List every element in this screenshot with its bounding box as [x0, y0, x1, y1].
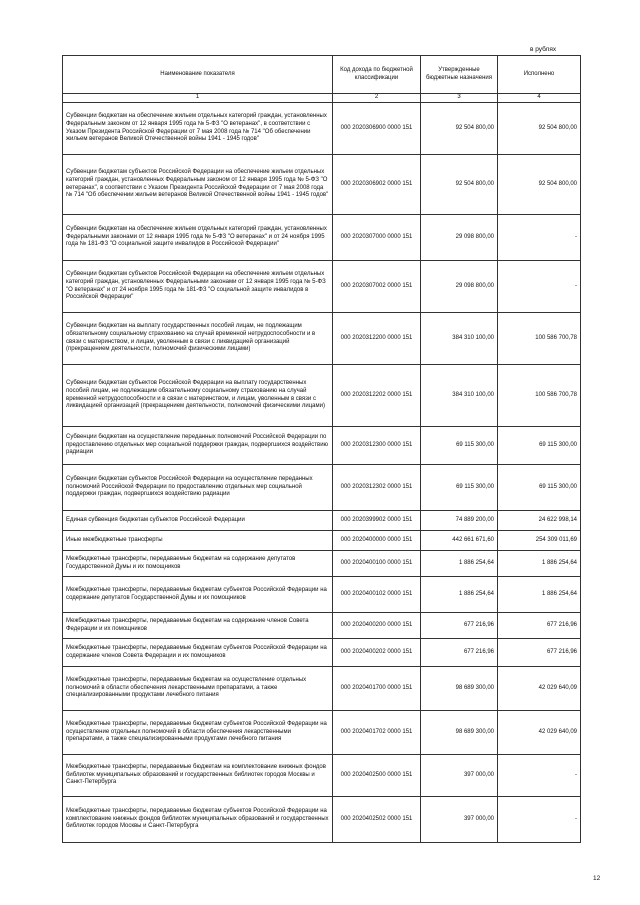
row-approved: 384 310 100,00 [421, 365, 498, 427]
row-approved: 69 115 300,00 [421, 465, 498, 511]
row-code: 000 2020400000 0000 151 [333, 531, 421, 551]
row-executed: 69 115 300,00 [498, 465, 581, 511]
row-executed: 1 886 254,64 [498, 551, 581, 577]
row-name: Межбюджетные трансферты, передаваемые бюджетам на комплектование книжных фондов библиотек муниципальных образований и государственных библиотек городов Москвы и Санкт-Петербурга [63, 755, 333, 797]
row-executed: - [498, 797, 581, 843]
row-approved: 69 115 300,00 [421, 427, 498, 465]
row-executed: 677 216,96 [498, 613, 581, 639]
header-executed: Исполнено [498, 56, 581, 94]
row-code: 000 2020312302 0000 151 [333, 465, 421, 511]
row-code: 000 2020307000 0000 151 [333, 215, 421, 261]
row-name: Субвенции бюджетам на осуществление переданных полномочий Российской Федерации по предоставлению отдельных мер социальной поддержки граждан, подвергшихся воздействию радиации [63, 427, 333, 465]
row-code: 000 2020402500 0000 151 [333, 755, 421, 797]
row-executed: 100 586 700,78 [498, 313, 581, 365]
row-executed: 100 586 700,78 [498, 365, 581, 427]
row-code: 000 2020312202 0000 151 [333, 365, 421, 427]
row-approved: 397 000,00 [421, 755, 498, 797]
row-code: 000 2020307002 0000 151 [333, 261, 421, 313]
row-name: Межбюджетные трансферты, передаваемые бюджетам субъектов Российской Федерации на осуществление отдельных полномочий в области обеспечения лекарственными препаратами, а также специализированными продуктами лечебного питания [63, 711, 333, 755]
row-code: 000 2020400200 0000 151 [333, 613, 421, 639]
table-row [63, 667, 581, 711]
row-approved: 98 689 300,00 [421, 711, 498, 755]
row-name: Субвенции бюджетам на обеспечение жильем отдельных категорий граждан, установленных Федеральным законом от 12 января 1995 года № 5-ФЗ "О ветеранах", в соответствии с Указом Президента Российской Федерации от 7 мая 2008 года № 714 "Об обеспечении жильем ветеранов Великой Отечественной войны 1941 - 1945 годов" [63, 103, 333, 155]
row-code: 000 2020401700 0000 151 [333, 667, 421, 711]
row-executed: 42 029 640,09 [498, 711, 581, 755]
row-approved: 677 216,96 [421, 639, 498, 667]
row-code: 000 2020401702 0000 151 [333, 711, 421, 755]
column-number: 2 [333, 94, 421, 103]
row-approved: 92 504 800,00 [421, 155, 498, 215]
table-header-row [63, 56, 581, 94]
row-executed: - [498, 261, 581, 313]
table-row [63, 155, 581, 215]
table-row [63, 511, 581, 531]
row-name: Субвенции бюджетам субъектов Российской Федерации на обеспечение жильем отдельных категорий граждан, установленных Федеральным законом от 12 января 1995 года № 5-ФЗ "О ветеранах", в соответствии с Указом Президента Российской Федерации от 7 мая 2008 года № 714 "Об обеспечении жильем ветеранов Великой Отечественной войны 1941 - 1945 годов" [63, 155, 333, 215]
units-note: в рублях [530, 46, 557, 53]
row-executed: 1 886 254,64 [498, 577, 581, 613]
row-approved: 92 504 800,00 [421, 103, 498, 155]
row-approved: 74 889 200,00 [421, 511, 498, 531]
budget-execution-table [62, 55, 581, 843]
row-executed: - [498, 215, 581, 261]
row-name: Субвенции бюджетам субъектов Российской Федерации на обеспечение жильем отдельных категорий граждан, установленных Федеральными законами от 12 января 1995 года № 5-ФЗ "О ветеранах" и от 24 ноября 1995 года № 181-ФЗ "О социальной защите инвалидов в Российской Федерации" [63, 261, 333, 313]
row-executed: 677 216,96 [498, 639, 581, 667]
row-code: 000 2020400102 0000 151 [333, 577, 421, 613]
row-name: Субвенции бюджетам субъектов Российской Федерации на осуществление переданных полномочий Российской Федерации по предоставлению отдельных мер социальной поддержки граждан, подвергшихся воздействию радиации [63, 465, 333, 511]
table-row [63, 261, 581, 313]
row-code: 000 2020306902 0000 151 [333, 155, 421, 215]
row-code: 000 2020312200 0000 151 [333, 313, 421, 365]
page-number: 12 [593, 875, 601, 882]
table-row [63, 711, 581, 755]
row-approved: 677 216,96 [421, 613, 498, 639]
row-name: Межбюджетные трансферты, передаваемые бюджетам субъектов Российской Федерации на комплектование книжных фондов библиотек муниципальных образований и государственных библиотек городов Москвы и Санкт-Петербурга [63, 797, 333, 843]
row-approved: 1 886 254,64 [421, 551, 498, 577]
row-executed: 92 504 800,00 [498, 103, 581, 155]
table-row [63, 531, 581, 551]
row-name: Межбюджетные трансферты, передаваемые бюджетам на содержание депутатов Государственной Думы и их помощников [63, 551, 333, 577]
row-name: Межбюджетные трансферты, передаваемые бюджетам субъектов Российской Федерации на содержание членов Совета Федерации и их помощников [63, 639, 333, 667]
row-approved: 29 098 800,00 [421, 261, 498, 313]
row-name: Единая субвенция бюджетам субъектов Российской Федерации [63, 511, 333, 531]
table-row [63, 639, 581, 667]
column-number: 3 [421, 94, 498, 103]
row-name: Межбюджетные трансферты, передаваемые бюджетам на содержание членов Совета Федерации и их помощников [63, 613, 333, 639]
row-code: 000 2020399902 0000 151 [333, 511, 421, 531]
row-approved: 442 661 671,60 [421, 531, 498, 551]
table-row [63, 215, 581, 261]
row-code: 000 2020312300 0000 151 [333, 427, 421, 465]
row-name: Субвенции бюджетам на выплату государственных пособий лицам, не подлежащим обязательному социальному страхованию на случай временной нетрудоспособности и в связи с материнством, и лицам, уволенным в связи с ликвидацией организаций (прекращением деятельности, полномочий физическими лицами) [63, 313, 333, 365]
row-code: 000 2020400100 0000 151 [333, 551, 421, 577]
row-executed: - [498, 755, 581, 797]
row-code: 000 2020400202 0000 151 [333, 639, 421, 667]
row-name: Межбюджетные трансферты, передаваемые бюджетам на осуществление отдельных полномочий в области обеспечения лекарственными препаратами, а также специализированными продуктами лечебного питания [63, 667, 333, 711]
row-executed: 69 115 300,00 [498, 427, 581, 465]
column-number: 4 [498, 94, 581, 103]
row-name: Иные межбюджетные трансферты [63, 531, 333, 551]
table-row [63, 313, 581, 365]
row-code: 000 2020402502 0000 151 [333, 797, 421, 843]
column-number: 1 [63, 94, 333, 103]
row-name: Межбюджетные трансферты, передаваемые бюджетам субъектов Российской Федерации на содержание депутатов Государственной Думы и их помощников [63, 577, 333, 613]
row-executed: 254 309 011,69 [498, 531, 581, 551]
column-number-row [63, 94, 581, 103]
row-executed: 92 504 800,00 [498, 155, 581, 215]
header-name: Наименование показателя [63, 56, 333, 94]
row-approved: 1 886 254,64 [421, 577, 498, 613]
row-name: Субвенции бюджетам на обеспечение жильем отдельных категорий граждан, установленных Федеральными законами от 12 января 1995 года № 5-ФЗ "О ветеранах" и от 24 ноября 1995 года № 181-ФЗ "О социальной защите инвалидов в Российской Федерации" [63, 215, 333, 261]
row-executed: 42 029 640,09 [498, 667, 581, 711]
header-code: Код дохода по бюджетной классификации [333, 56, 421, 94]
table-row [63, 465, 581, 511]
table-row [63, 577, 581, 613]
table-row [63, 613, 581, 639]
table-row [63, 427, 581, 465]
table-row [63, 103, 581, 155]
row-approved: 384 310 100,00 [421, 313, 498, 365]
row-name: Субвенции бюджетам субъектов Российской Федерации на выплату государственных пособий лицам, не подлежащим обязательному социальному страхованию на случай временной нетрудоспособности и в связи с материнством, и лицам, уволенным в связи с ликвидацией организаций (прекращением деятельности, полномочий физическими лицами) [63, 365, 333, 427]
row-approved: 397 000,00 [421, 797, 498, 843]
row-executed: 24 622 998,14 [498, 511, 581, 531]
table-row [63, 551, 581, 577]
row-approved: 29 098 800,00 [421, 215, 498, 261]
table-row [63, 755, 581, 797]
table-row [63, 365, 581, 427]
header-approved: Утвержденные бюджетные назначения [421, 56, 498, 94]
row-code: 000 2020306900 0000 151 [333, 103, 421, 155]
table-row [63, 797, 581, 843]
row-approved: 98 689 300,00 [421, 667, 498, 711]
